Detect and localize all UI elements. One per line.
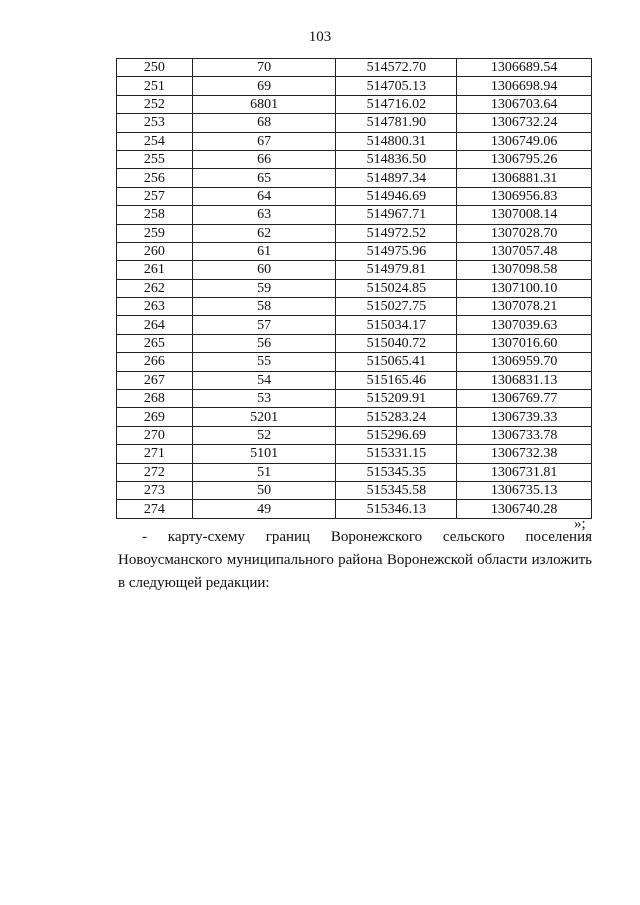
- x-coordinate-cell: 514572.70: [336, 59, 457, 77]
- point-number-cell: 270: [117, 426, 193, 444]
- y-coordinate-cell: 1306731.81: [457, 463, 592, 481]
- x-coordinate-cell: 515345.35: [336, 463, 457, 481]
- y-coordinate-cell: 1307008.14: [457, 206, 592, 224]
- boundary-point-cell: 52: [192, 426, 336, 444]
- point-number-cell: 250: [117, 59, 193, 77]
- y-coordinate-cell: 1307098.58: [457, 261, 592, 279]
- table-row: [117, 353, 592, 371]
- y-coordinate-cell: 1306881.31: [457, 169, 592, 187]
- table-row: [117, 187, 592, 205]
- x-coordinate-cell: 515065.41: [336, 353, 457, 371]
- x-coordinate-cell: 515040.72: [336, 334, 457, 352]
- x-coordinate-cell: 515346.13: [336, 500, 457, 518]
- boundary-point-cell: 49: [192, 500, 336, 518]
- x-coordinate-cell: 515283.24: [336, 408, 457, 426]
- y-coordinate-cell: 1306698.94: [457, 77, 592, 95]
- x-coordinate-cell: 514836.50: [336, 150, 457, 168]
- boundary-point-cell: 53: [192, 390, 336, 408]
- coordinates-table: [116, 58, 592, 519]
- y-coordinate-cell: 1306749.06: [457, 132, 592, 150]
- table-row: [117, 463, 592, 481]
- boundary-point-cell: 64: [192, 187, 336, 205]
- table-row: [117, 500, 592, 518]
- x-coordinate-cell: 515296.69: [336, 426, 457, 444]
- boundary-point-cell: 5201: [192, 408, 336, 426]
- y-coordinate-cell: 1306739.33: [457, 408, 592, 426]
- point-number-cell: 257: [117, 187, 193, 205]
- boundary-point-cell: 57: [192, 316, 336, 334]
- point-number-cell: 274: [117, 500, 193, 518]
- y-coordinate-cell: 1306732.24: [457, 114, 592, 132]
- x-coordinate-cell: 515331.15: [336, 445, 457, 463]
- boundary-point-cell: 60: [192, 261, 336, 279]
- boundary-point-cell: 51: [192, 463, 336, 481]
- point-number-cell: 269: [117, 408, 193, 426]
- boundary-point-cell: 6801: [192, 95, 336, 113]
- table-row: [117, 334, 592, 352]
- boundary-point-cell: 70: [192, 59, 336, 77]
- y-coordinate-cell: 1306733.78: [457, 426, 592, 444]
- boundary-point-cell: 55: [192, 353, 336, 371]
- boundary-point-cell: 69: [192, 77, 336, 95]
- x-coordinate-cell: 514897.34: [336, 169, 457, 187]
- point-number-cell: 251: [117, 77, 193, 95]
- table-row: [117, 150, 592, 168]
- y-coordinate-cell: 1306732.38: [457, 445, 592, 463]
- paragraph: - карту-схему границ Воронежского сельского поселения Новоусманского муниципального района Воронежской области изложить в следующей редакции:: [118, 529, 592, 591]
- x-coordinate-cell: 514975.96: [336, 242, 457, 260]
- boundary-point-cell: 59: [192, 279, 336, 297]
- table-row: [117, 445, 592, 463]
- table-row: [117, 114, 592, 132]
- y-coordinate-cell: 1306956.83: [457, 187, 592, 205]
- boundary-point-cell: 61: [192, 242, 336, 260]
- table-row: [117, 298, 592, 316]
- y-coordinate-cell: 1306740.28: [457, 500, 592, 518]
- point-number-cell: 254: [117, 132, 193, 150]
- y-coordinate-cell: 1307100.10: [457, 279, 592, 297]
- y-coordinate-cell: 1307078.21: [457, 298, 592, 316]
- y-coordinate-cell: 1306769.77: [457, 390, 592, 408]
- point-number-cell: 272: [117, 463, 193, 481]
- x-coordinate-cell: 514800.31: [336, 132, 457, 150]
- point-number-cell: 253: [117, 114, 193, 132]
- table-row: [117, 206, 592, 224]
- boundary-point-cell: 5101: [192, 445, 336, 463]
- y-coordinate-cell: 1307016.60: [457, 334, 592, 352]
- table-row: [117, 426, 592, 444]
- point-number-cell: 252: [117, 95, 193, 113]
- x-coordinate-cell: 515024.85: [336, 279, 457, 297]
- x-coordinate-cell: 514946.69: [336, 187, 457, 205]
- x-coordinate-cell: 514972.52: [336, 224, 457, 242]
- table-row: [117, 371, 592, 389]
- point-number-cell: 259: [117, 224, 193, 242]
- point-number-cell: 268: [117, 390, 193, 408]
- y-coordinate-cell: 1306795.26: [457, 150, 592, 168]
- boundary-point-cell: 58: [192, 298, 336, 316]
- table-row: [117, 224, 592, 242]
- x-coordinate-cell: 514716.02: [336, 95, 457, 113]
- closing-quote-mark: »;: [574, 516, 586, 532]
- y-coordinate-cell: 1307039.63: [457, 316, 592, 334]
- table-row: [117, 408, 592, 426]
- point-number-cell: 265: [117, 334, 193, 352]
- point-number-cell: 263: [117, 298, 193, 316]
- table-row: [117, 316, 592, 334]
- table-row: [117, 169, 592, 187]
- point-number-cell: 261: [117, 261, 193, 279]
- x-coordinate-cell: 515165.46: [336, 371, 457, 389]
- boundary-point-cell: 63: [192, 206, 336, 224]
- point-number-cell: 256: [117, 169, 193, 187]
- table-row: [117, 481, 592, 499]
- coordinates-table-body: [117, 59, 592, 519]
- boundary-point-cell: 68: [192, 114, 336, 132]
- x-coordinate-cell: 515209.91: [336, 390, 457, 408]
- table-row: [117, 261, 592, 279]
- point-number-cell: 271: [117, 445, 193, 463]
- y-coordinate-cell: 1306703.64: [457, 95, 592, 113]
- y-coordinate-cell: 1306689.54: [457, 59, 592, 77]
- boundary-point-cell: 50: [192, 481, 336, 499]
- boundary-point-cell: 67: [192, 132, 336, 150]
- point-number-cell: 260: [117, 242, 193, 260]
- x-coordinate-cell: 515345.58: [336, 481, 457, 499]
- y-coordinate-cell: 1306735.13: [457, 481, 592, 499]
- x-coordinate-cell: 514781.90: [336, 114, 457, 132]
- table-row: [117, 132, 592, 150]
- x-coordinate-cell: 514979.81: [336, 261, 457, 279]
- table-row: [117, 242, 592, 260]
- boundary-point-cell: 66: [192, 150, 336, 168]
- y-coordinate-cell: 1307057.48: [457, 242, 592, 260]
- boundary-point-cell: 65: [192, 169, 336, 187]
- x-coordinate-cell: 514967.71: [336, 206, 457, 224]
- point-number-cell: 262: [117, 279, 193, 297]
- x-coordinate-cell: 514705.13: [336, 77, 457, 95]
- x-coordinate-cell: 515027.75: [336, 298, 457, 316]
- body-text: [118, 526, 592, 595]
- point-number-cell: 267: [117, 371, 193, 389]
- boundary-point-cell: 62: [192, 224, 336, 242]
- table-row: [117, 77, 592, 95]
- table-row: [117, 95, 592, 113]
- table-row: [117, 59, 592, 77]
- point-number-cell: 255: [117, 150, 193, 168]
- table-row: [117, 390, 592, 408]
- point-number-cell: 264: [117, 316, 193, 334]
- point-number-cell: 258: [117, 206, 193, 224]
- y-coordinate-cell: 1307028.70: [457, 224, 592, 242]
- x-coordinate-cell: 515034.17: [336, 316, 457, 334]
- point-number-cell: 273: [117, 481, 193, 499]
- boundary-point-cell: 56: [192, 334, 336, 352]
- y-coordinate-cell: 1306831.13: [457, 371, 592, 389]
- point-number-cell: 266: [117, 353, 193, 371]
- table-row: [117, 279, 592, 297]
- y-coordinate-cell: 1306959.70: [457, 353, 592, 371]
- boundary-point-cell: 54: [192, 371, 336, 389]
- page-number: 103: [308, 29, 332, 45]
